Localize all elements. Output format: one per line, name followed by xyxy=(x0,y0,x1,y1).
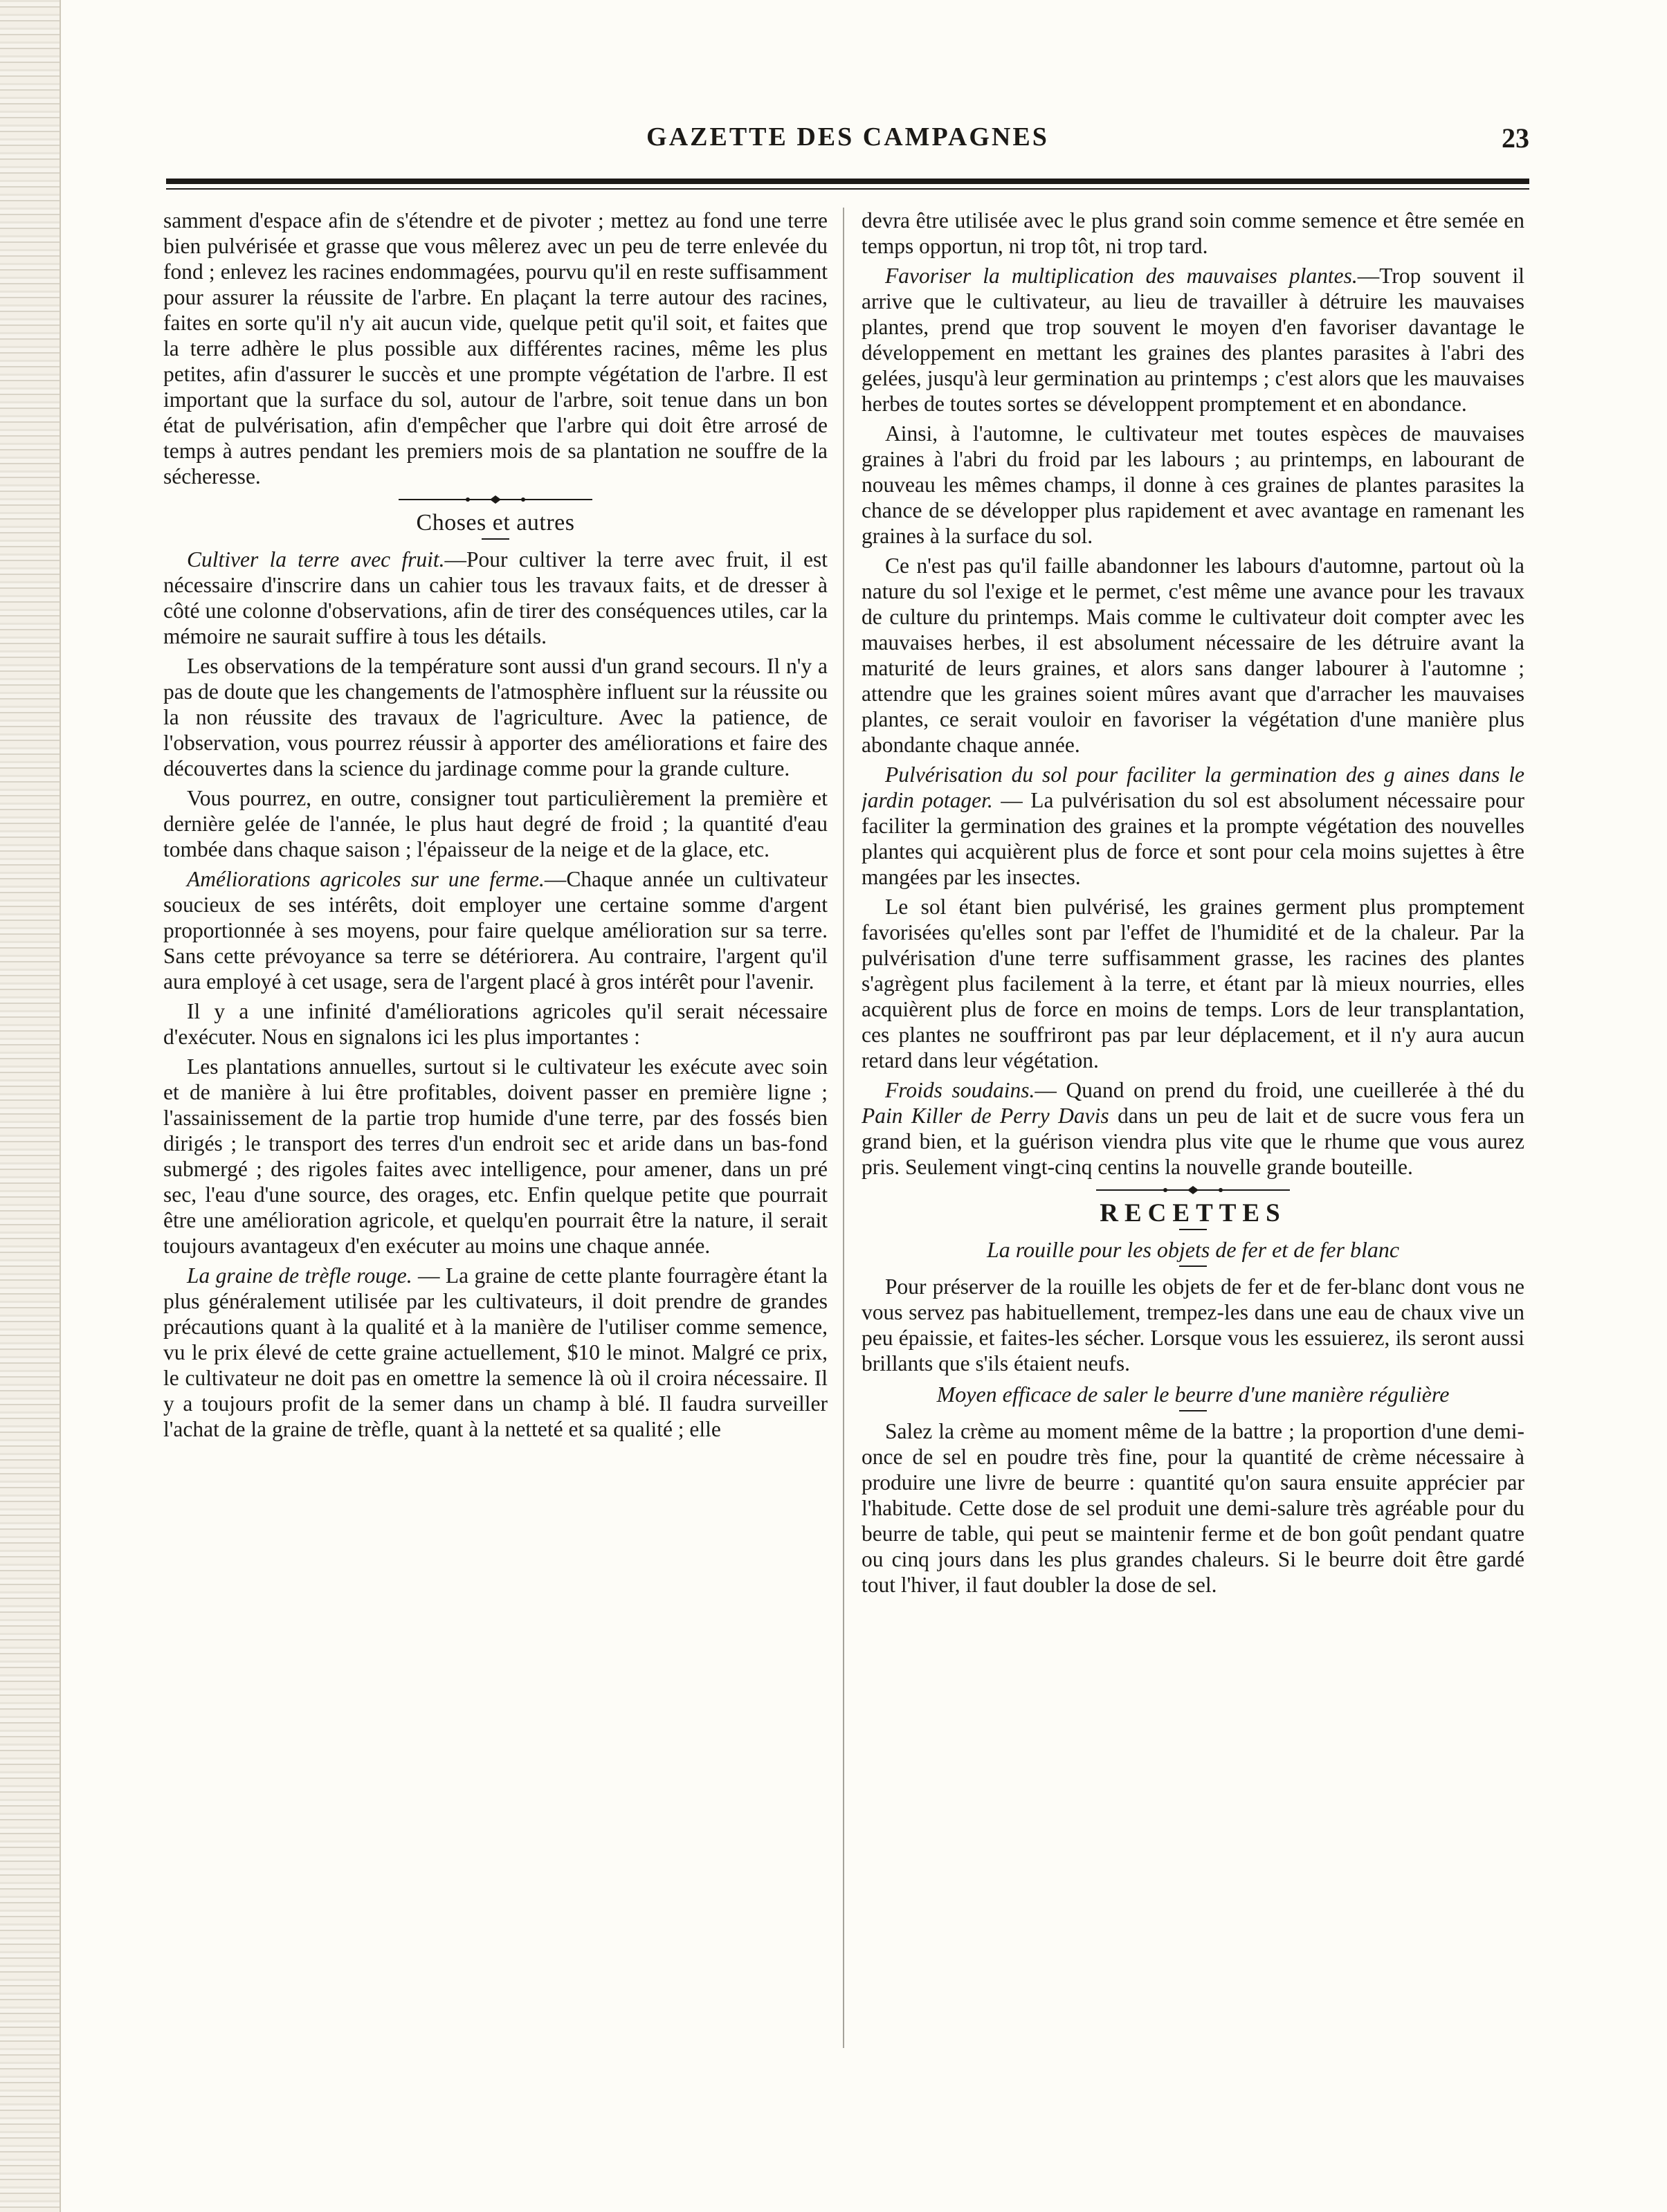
brand-name: Pain Killer de Perry Davis xyxy=(862,1104,1109,1128)
recettes-dash xyxy=(1179,1229,1207,1230)
body-favoriser: —Trop souvent il arrive que le cultivateur, au lieu de travailler à détruire les mauvaises plantes, prend que trop souvent le moyen d'en favoriser davantage le développement en mettant les graines des plantes parasites à l'abri des gelées, jusqu'à leur germination au printemps ; c'est alors que les mauvaises herbes de toutes sortes se développent promptement et en abondance. xyxy=(862,264,1524,416)
recettes-ornament xyxy=(1089,1185,1297,1195)
right-column xyxy=(862,208,1524,2034)
binding-edge xyxy=(0,0,61,2212)
left-column xyxy=(163,208,828,2034)
rouille-dash xyxy=(1179,1265,1207,1267)
column-divider xyxy=(843,208,844,2048)
paragraph-rouille: Pour préserver de la rouille les objets de fer et de fer-blanc dont vous ne vous servez pas habituellement, trempez-les dans une eau de chaux vive un peu épaissie, et faites-les sécher. Lorsque vous les essuierez, ils seront aussi brillants que s'ils étaient neufs. xyxy=(862,1274,1524,1375)
body-cultiver: —Pour cultiver la terre avec fruit, il est nécessaire d'inscrire dans un cahier tous les travaux faits, et de dresser à côté une colonne d'observations, afin de tirer des conséquences utiles, car la mémoire ne saurait suffire à tous les détails. xyxy=(163,547,828,648)
paragraph-trefle xyxy=(163,1263,828,1442)
running-title: GAZETTE DES CAMPAGNES xyxy=(646,122,1049,152)
page-header xyxy=(166,122,1529,163)
paragraph-infinite: Il y a une infinité d'améliorations agricoles qu'il serait nécessaire d'exécuter. Nous en signalons ici les plus importantes : xyxy=(163,999,828,1049)
beurre-dash xyxy=(1179,1410,1207,1411)
paragraph-froids xyxy=(862,1077,1524,1180)
paragraph-pulverisation xyxy=(862,762,1524,890)
paragraph-beurre: Salez la crème au moment même de la battre ; la proportion d'une demi-once de sel en poudre très fine, pour la quantité de crème nécessaire à produire une livre de beurre : quantité qu'on saura ensuite apprécier par l'habitude. Cette dose de sel produit une demi-salure très agréable pour du beurre de table, qui peut se maintenir ferme et de bon goût pendant quatre ou cinq jours dans les plus grandes chaleurs. Si le beurre doit être gardé tout l'hiver, il faut doubler la dose de sel. xyxy=(862,1419,1524,1597)
section-title-choses: Choses et autres xyxy=(416,510,575,536)
paragraph-vous-pourrez: Vous pourrez, en outre, consigner tout particulièrement la première et dernière gelée de l'année, le plus haut degré de froid ; la quantité d'eau tombée dans chaque saison ; l'épaisseur de la neige et de la glace, etc. xyxy=(163,786,828,861)
lead-trefle: La graine de trèfle rouge. xyxy=(187,1263,412,1288)
lead-pulverisation: Pulvérisation du sol pour faciliter la germination des g aines dans le jardin potager. xyxy=(862,762,1524,812)
paragraph-observations: Les observations de la température sont aussi d'un grand secours. Il n'y a pas de doute que les changements de l'atmosphère influent sur la réussite ou la non réussite des travaux de l'agriculture. Avec la patience, de l'observation, vous pourrez réussir à apporter des améliorations et faire des découvertes dans la science du jardinage comme pour la grande culture. xyxy=(163,654,828,780)
paragraph-ainsi: Ainsi, à l'automne, le cultivateur met toutes espèces de mauvaises graines à l'abri du froid par les labours ; au printemps, en labourant de nouveau les mêmes champs, il donne à ces graines de plantes parasites la chance de se développer plus rapidement et avec avantage en ramenant les graines à la surface du sol. xyxy=(862,421,1524,548)
paragraph-le-sol: Le sol étant bien pulvérisé, les graines germent plus promptement favorisées qu'elles sont par l'effet de l'humidité et de la chaleur. Par la pulvérisation d'une terre suffisamment grasse, les racines des plantes s'agrègent plus facilement à la terre, et étant par là mieux nourries, elles acquièrent plus de force en moins de temps. Lors de leur transplantation, ces plantes ne souffriront pas par leur déplacement, et il n'y aura aucun retard dans leur végétation. xyxy=(862,895,1524,1072)
title-dash xyxy=(482,538,509,540)
header-rule-thin xyxy=(166,188,1529,190)
tail-froids: dans un peu de lait et de sucre vous fera un grand bien, et la guérison viendra plus vite que le rhume que vous aurez pris. Seulement vingt-cinq centins la nouvelle grande bouteille. xyxy=(862,1104,1524,1179)
lead-froids: Froids soudains. xyxy=(885,1078,1035,1102)
subtitle-beurre: Moyen efficace de saler le beurre d'une manière régulière xyxy=(936,1382,1450,1407)
subtitle-rouille: La rouille pour les objets de fer et de fer blanc xyxy=(986,1237,1400,1262)
body-froids: — Quand on prend du froid, une cueillerée à thé du xyxy=(1035,1078,1524,1102)
section-ornament xyxy=(392,495,599,504)
paragraph-cultiver xyxy=(163,547,828,649)
body-trefle: — La graine de cette plante fourragère étant la plus généralement utilisée par les cultivateurs, il doit prendre de grandes précautions quant à la qualité et à la manière de l'utiliser comme semence, vu le prix élevé de cette graine actuellement, $10 le minot. Malgré ce prix, le cultivateur ne doit pas en omettre la semence là où il croira nécessaire. Il y a toujours profit de la semer dans un champ à blé. Il faudra surveiller l'achat de la graine de trèfle, quant à la netteté et sa qualité ; elle xyxy=(163,1263,828,1441)
body-pulverisation: — La pulvérisation du sol est absolument nécessaire pour faciliter la germination des graines et la prompte végétation des nouvelles plantes qui acquièrent plus de force et sont pour cela moins sujettes à être mangées par les insectes. xyxy=(862,788,1524,889)
paragraph-trefle-continuation: devra être utilisée avec le plus grand soin comme semence et être semée en temps opportun, ni trop tôt, ni trop tard. xyxy=(862,208,1524,258)
body-ameliorations: —Chaque année un cultivateur soucieux de ses intérêts, doit employer une certaine somme d'argent proportionnée à ses moyens, pour faire quelque amélioration sur sa terre. Sans cette prévoyance sa terre se détériorera. Au contraire, l'argent qu'il aura employé à cet usage, sera de l'argent placé à gros intérêt pour l'avenir. xyxy=(163,867,828,994)
paragraph-ce-nest: Ce n'est pas qu'il faille abandonner les labours d'automne, partout où la nature du sol l'exige et le permet, c'est même une avance pour les travaux de culture du printemps. Mais comme le cultivateur doit compter avec les mauvaises herbes, il est absolument nécessaire de les détruire avant la maturité de leurs graines, et alors sans danger labourer à l'automne ; attendre que les graines soient mûres avant que d'arracher les mauvaises plantes, ce serait vouloir en favoriser la végétation d'une manière plus abondante chaque année. xyxy=(862,554,1524,757)
lead-cultiver: Cultiver la terre avec fruit. xyxy=(187,547,445,572)
header-rule-thick xyxy=(166,179,1529,184)
lead-favoriser: Favoriser la multiplication des mauvaises plantes. xyxy=(885,264,1358,288)
paragraph-plantations: Les plantations annuelles, surtout si le cultivateur les exécute avec soin et de manière à lui être profitables, doivent passer en première ligne ; l'assainissement de la partie trop humide d'une terre, par des fossés bien dirigés ; le transport des terres d'un endroit sec et aride dans un bas-fond submergé ; des rigoles faites avec intelligence, pour amener, dans un pré sec, l'eau d'une source, des orages, etc. Enfin quelque petite que pourrait être une amélioration agricole, et quelqu'en pourrait être la nature, il serait toujours avantageux d'en exécuter au moins une chaque année. xyxy=(163,1054,828,1258)
section-title-recettes: RECETTES xyxy=(1100,1199,1286,1227)
paragraph-arbre-continuation: samment d'espace afin de s'étendre et de pivoter ; mettez au fond une terre bien pulvérisée et grasse que vous mêlerez avec un peu de terre enlevée du fond ; enlevez les racines endommagées, pourvu qu'il en reste suffisamment pour assurer la réussite de l'arbre. En plaçant la terre autour des racines, faites en sorte qu'il n'y ait aucun vide, quelque petit qu'il soit, et faites que la terre adhère le plus possible aux différentes racines, même les plus petites, afin d'assurer le succès et une prompte végétation de l'arbre. Il est important que la surface du sol, autour de l'arbre, soit tenue dans un bon état de pulvérisation, afin d'empêcher que l'arbre qui doit être arrosé de temps à autres pendant les premiers mois de sa plantation ne souffre de la sécheresse. xyxy=(163,208,828,488)
paragraph-ameliorations xyxy=(163,866,828,994)
lead-ameliorations: Améliorations agricoles sur une ferme. xyxy=(187,867,545,891)
paragraph-favoriser xyxy=(862,263,1524,417)
page-number: 23 xyxy=(1502,122,1529,154)
